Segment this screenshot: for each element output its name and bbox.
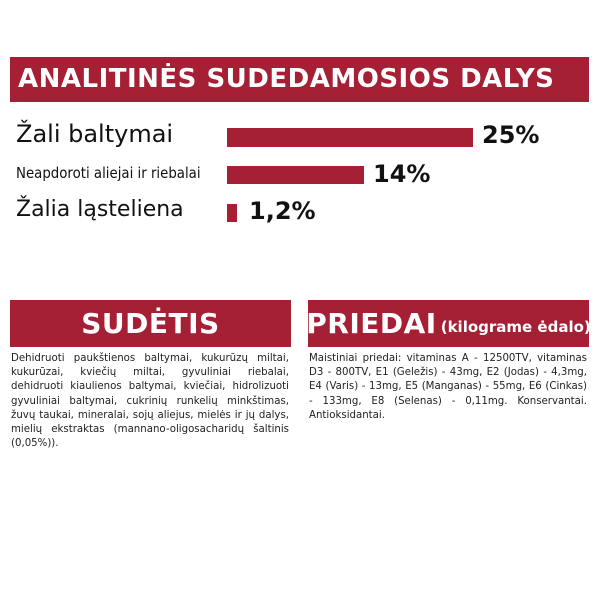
analysis-row-fibre bbox=[16, 199, 586, 229]
composition-title: SUDĖTIS bbox=[81, 307, 220, 340]
protein-label: Žali baltymai bbox=[16, 120, 174, 148]
protein-bar bbox=[227, 128, 473, 147]
additives-panel bbox=[308, 300, 589, 423]
fibre-label: Žalia ląsteliena bbox=[16, 197, 184, 222]
additives-title: PRIEDAI bbox=[306, 307, 437, 340]
analysis-row-fat bbox=[16, 162, 586, 192]
fat-label: Neapdoroti aliejai ir riebalai bbox=[16, 164, 201, 182]
analysis-row-protein bbox=[16, 122, 586, 152]
composition-text: Dehidruoti paukštienos baltymai, kukurūzų miltai, kukurūzai, kviečių miltai, gyvuliniai riebalai, dehidruoti kiaulienos baltymai, kviečiai, hidrolizuoti gyvuliniai baltymai, cukrinių runkelių minkštimas, žuvų taukai, mineralai, sojų aliejus, mielės ir jų dalys, mielių ekstraktas (mannano-oligosacharidų šaltinis (0,05%)). bbox=[11, 353, 289, 450]
additives-header bbox=[308, 300, 589, 347]
fat-bar bbox=[227, 166, 364, 184]
composition-header bbox=[10, 300, 291, 347]
composition-panel bbox=[10, 300, 291, 451]
analysis-title: ANALITINĖS SUDEDAMOSIOS DALYS bbox=[10, 57, 589, 102]
additives-text: Maistiniai priedai: vitaminas A - 12500TV, vitaminas D3 - 800TV, E1 (Geležis) - 43mg, E2 (Jodas) - 4,3mg, E4 (Varis) - 13mg, E5 (Manganas) - 55mg, E6 (Cinkas) - 133mg, E8 (Selenas) - 0,11mg. Konservantai. Antioksidantai. bbox=[309, 353, 587, 421]
fat-value: 14% bbox=[373, 160, 431, 188]
fibre-bar bbox=[227, 204, 237, 222]
fibre-value: 1,2% bbox=[249, 197, 316, 225]
protein-value: 25% bbox=[482, 121, 540, 149]
additives-subtitle: (kilograme ėdalo) bbox=[440, 317, 591, 336]
